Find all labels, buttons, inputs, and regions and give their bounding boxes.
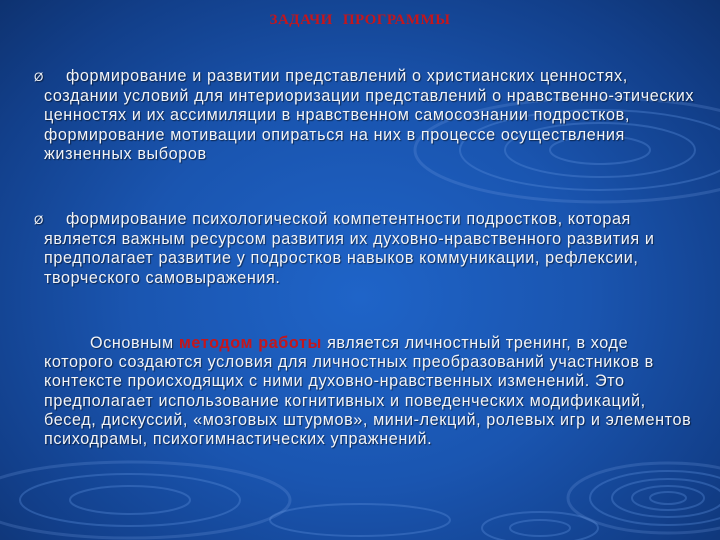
title-word-1: ЗАДАЧИ: [269, 12, 333, 28]
bullet-paragraph-2: [34, 210, 702, 288]
title-word-2: ПРОГРАММЫ: [342, 12, 451, 28]
slide-title: [0, 12, 720, 29]
method-highlight: методом работы: [178, 334, 322, 352]
paragraph-3-rest: является личностный тренинг, в ходе которого создаются условия для личностных преобразований участников в контексте происходящих с ними духовно-нравственных изменений. Это предполагает использование когнитивных и поведенческих модификаций, бесед, дискуссий, «мозговых штурмов», мини-лекций, ролевых игр и элементов психодрамы, психогимнастических упражнений.: [44, 334, 692, 449]
paragraph-1-text: формирование и развитии представлений о христианских ценностях, создании условий для интериоризации представлений о нравственно-этических ценностях и их ассимиляции в нравственном самосознании подростков, формирование мотивации опираться на них в процессе осуществления жизненных выборов: [44, 67, 695, 163]
arrow-bullet-icon: Ø: [34, 70, 44, 84]
bullet-paragraph-1: [34, 67, 702, 164]
methods-paragraph: [44, 334, 702, 449]
paragraph-3-start: Основным: [90, 334, 174, 352]
arrow-bullet-icon: Ø: [34, 213, 44, 227]
paragraph-2-text: формирование психологической компетентности подростков, которая является важным ресурсом развития их духовно-нравственного развития и предполагает развитие у подростков навыков коммуникации, рефлексии, творческого самовыражения.: [44, 210, 655, 287]
